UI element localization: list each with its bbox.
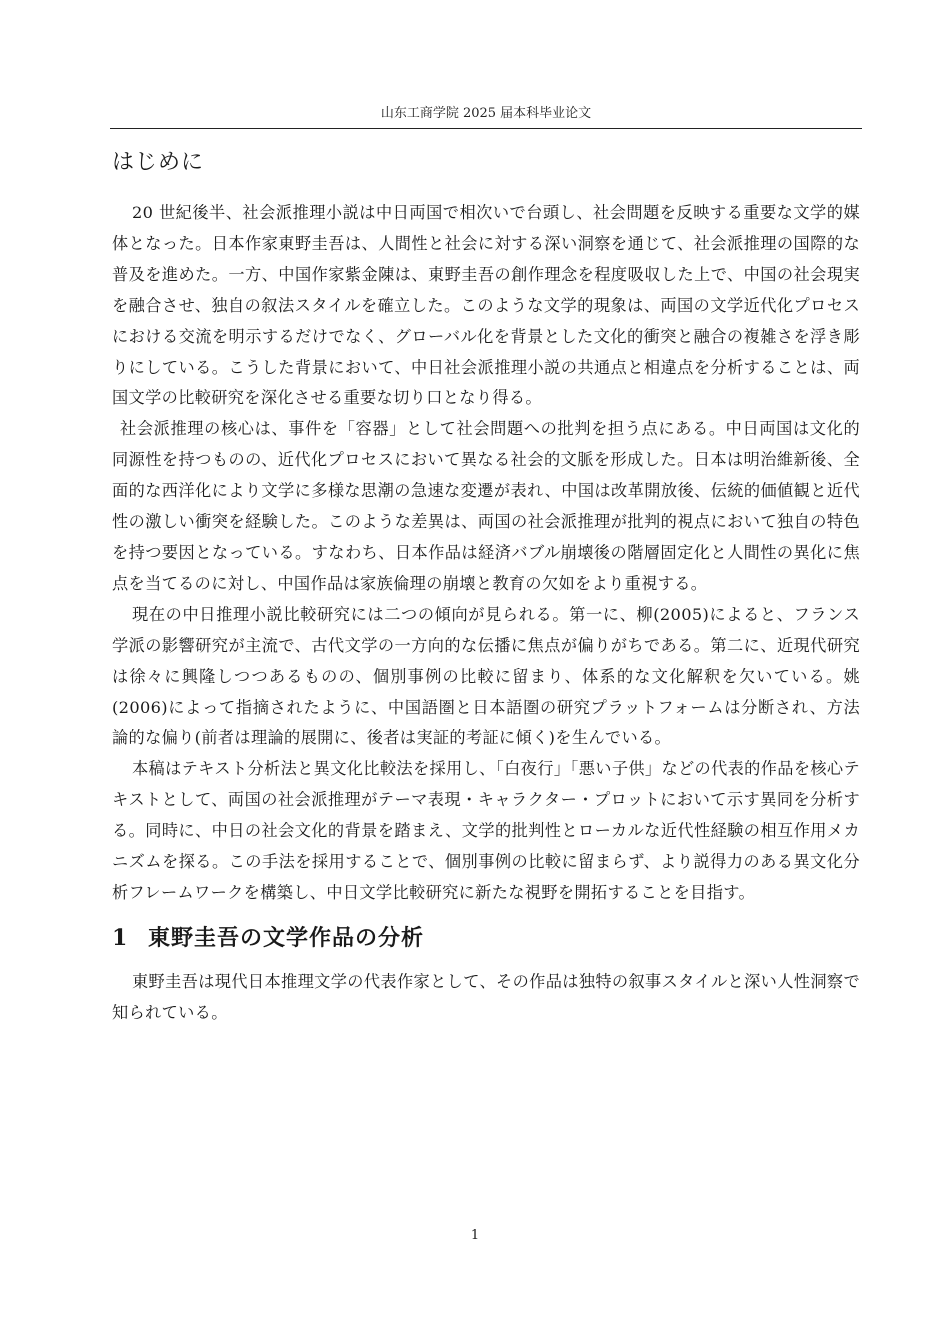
intro-paragraph-4: 本稿はテキスト分析法と異文化比較法を採用し、「白夜行」「悪い子供」などの代表的作品を核心テキストとして、両国の社会派推理がテーマ表現・キャラクター・プロットにおいて示す異同を分析する。同時に、中日の社会文化的背景を踏まえ、文学的批判性とローカルな近代性経験の相互作用メカニズムを探る。この手法を採用することで、個別事例の比較に留まらず、より説得力のある異文化分析フレームワークを構築し、中日文学比較研究に新たな視野を開拓することを目指す。 [112, 759, 860, 902]
header-rule [110, 128, 862, 129]
intro-heading: はじめに [112, 150, 205, 175]
running-header: 山东工商学院 2025 届本科毕业论文 [380, 106, 592, 121]
intro-paragraph-2: 社会派推理の核心は、事件を「容器」として社会問題への批判を担う点にある。中日両国は文化的同源性を持つものの、近代化プロセスにおいて異なる社会的文脈を形成した。日本は明治維新後、全面的な西洋化により文学に多様な思潮の急速な変遷が表れ、中国は改革開放後、伝統的価値観と近代性の激しい衝突を経験した。このような差異は、両国の社会派推理が批判的視点において独自の特色を持つ要因となっている。すなわち、日本作品は経済バブル崩壊後の階層固定化と人間性の異化に焦点を当てるのに対し、中国作品は家族倫理の崩壊と教育の欠如をより重視する。 [112, 419, 860, 593]
section-1-heading [112, 921, 860, 955]
section-1-paragraph-1: 東野圭吾は現代日本推理文学の代表作家として、その作品は独特の叙事スタイルと深い人性洞察で知られている。 [112, 971, 860, 1022]
intro-paragraph-3: 現在の中日推理小説比較研究には二つの傾向が見られる。第一に、柳(2005)によると、フランス学派の影響研究が主流で、古代文学の一方向的な伝播に焦点が偏りがちである。第二に、近現代研究は徐々に興隆しつつあるものの、個別事例の比較に留まり、体系的な文化解釈を欠いている。姚(2006)によって指摘されたように、中国語圏と日本語圏の研究プラットフォームは分断され、方法論的な偏り(前者は理論的展開に、後者は実証的考証に傾く)を生んでいる。 [112, 604, 860, 748]
page-number: 1 [470, 1228, 480, 1243]
section-1-title: 東野圭吾の文学作品の分析 [148, 924, 425, 951]
section-1-number: 1 [112, 924, 129, 951]
page-body [112, 146, 860, 1029]
intro-paragraph-1: 20 世紀後半、社会派推理小説は中日両国で相次いで台頭し、社会問題を反映する重要な文学的媒体となった。日本作家東野圭吾は、人間性と社会に対する深い洞察を通じて、社会派推理の国際的な普及を進めた。一方、中国作家紫金陳は、東野圭吾の創作理念を程度吸収した上で、中国の社会現実を融合させ、独自の叙法スタイルを確立した。このような文学的現象は、両国の文学近代化プロセスにおける交流を明示するだけでなく、グローバル化を背景とした文化的衝突と融合の複雑さを浮き彫りにしている。こうした背景において、中日社会派推理小説の共通点と相違点を分析することは、両国文学の比較研究を深化させる重要な切り口となり得る。 [112, 203, 860, 408]
